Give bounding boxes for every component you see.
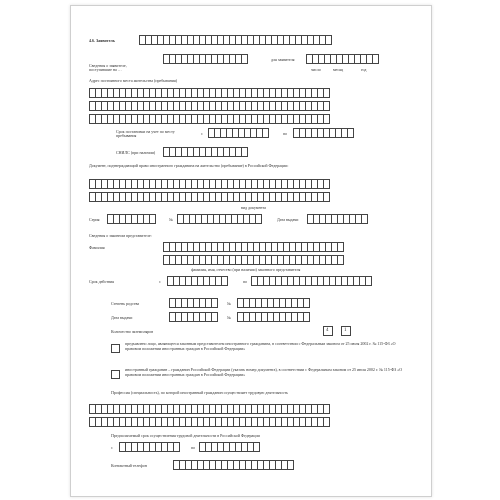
date-to-cells[interactable] <box>293 128 353 138</box>
snils-label: СНИЛС (при наличии) <box>116 150 156 155</box>
final-date-from-label: с <box>111 445 113 450</box>
phone-cells[interactable] <box>173 460 293 470</box>
mini-cap-year: год <box>361 67 367 72</box>
input-cell[interactable] <box>323 417 330 427</box>
rep-header: Сведения о законном представителе: <box>89 233 152 238</box>
block3-label: Профессия (специальность), по которой иностранный гражданин осуществляет трудовую деятельность <box>111 390 289 395</box>
validity-from-label: с <box>159 279 161 284</box>
doc-cells-1[interactable] <box>89 179 329 189</box>
date-label: Срок постановки на учет по месту пребывания <box>116 129 175 138</box>
check2-text: иностранный гражданин – гражданин Российской Федерации (указать номер документа), в соответствии с Федеральным законом от 25 июля 2002 г. № 115-ФЗ «О правовом положении иностранных граждан в Российской Федерации» <box>125 367 403 377</box>
final-date-from-cells[interactable] <box>119 442 179 452</box>
rep-name-sub: фамилия, имя, отчество (при наличии) законного представителя <box>191 267 301 272</box>
row1-cells-b[interactable] <box>306 54 378 64</box>
input-cell[interactable] <box>149 214 156 224</box>
input-cell[interactable] <box>221 276 228 286</box>
address-cells-1[interactable] <box>89 88 329 98</box>
doc-sub-label: вид документа <box>241 205 266 210</box>
row1-right-label: для заявителя <box>271 57 295 62</box>
form-sheet <box>70 5 432 497</box>
count-label: Количество экземпляров <box>111 329 154 334</box>
checkbox-2[interactable] <box>111 370 120 379</box>
phone-label: Контактный телефон <box>111 463 147 468</box>
final-label: Предполагаемый срок осуществления трудовой деятельности в Российской Федерации <box>111 433 260 438</box>
address-cells-2[interactable] <box>89 101 329 111</box>
relation-label: Степень родства <box>111 301 140 306</box>
count-value-a: 4 <box>326 328 329 333</box>
input-cell[interactable] <box>361 214 368 224</box>
checkbox-1[interactable] <box>111 344 120 353</box>
doc-cells-2[interactable] <box>89 192 329 202</box>
issued-label: Дата выдачи <box>111 315 133 320</box>
relation-number-cells[interactable] <box>237 298 309 308</box>
number-label: № <box>169 217 173 222</box>
input-cell[interactable] <box>323 101 330 111</box>
issued-cells-b[interactable] <box>237 312 309 322</box>
block3-cells-2[interactable] <box>89 417 329 427</box>
snils-cells[interactable] <box>163 147 247 157</box>
issued-cells-a[interactable] <box>169 312 217 322</box>
input-cell[interactable] <box>241 147 248 157</box>
input-cell[interactable] <box>323 192 330 202</box>
final-date-to-cells[interactable] <box>199 442 259 452</box>
input-cell[interactable] <box>337 255 344 265</box>
header-label: 4.6. Заявитель <box>89 38 115 43</box>
rep-name-label: Фамилия <box>89 245 105 250</box>
input-cell[interactable] <box>173 442 180 452</box>
input-cell[interactable] <box>365 276 372 286</box>
input-cell[interactable] <box>262 128 269 138</box>
mini-cap-day: число <box>311 67 321 72</box>
validity-to-label: по <box>243 279 248 284</box>
input-cell[interactable] <box>211 312 218 322</box>
rep-name-cells-1[interactable] <box>163 242 343 252</box>
input-cell[interactable] <box>241 54 248 64</box>
validity-to-cells[interactable] <box>251 276 371 286</box>
input-cell[interactable] <box>287 460 294 470</box>
mini-cap-month: месяц <box>333 67 344 72</box>
input-cell[interactable] <box>255 214 262 224</box>
input-cell[interactable] <box>323 404 330 414</box>
row1-label: Сведения о заявителе, поступившие на … <box>89 63 127 72</box>
input-cell[interactable] <box>323 179 330 189</box>
number-cells[interactable] <box>177 214 261 224</box>
input-cell[interactable] <box>211 298 218 308</box>
relation-cells[interactable] <box>169 298 217 308</box>
validity-from-cells[interactable] <box>167 276 227 286</box>
date-issue-cells[interactable] <box>307 214 367 224</box>
input-cell[interactable] <box>325 35 332 45</box>
input-cell[interactable] <box>253 442 260 452</box>
input-cell[interactable] <box>323 88 330 98</box>
row1-cells-a[interactable] <box>163 54 247 64</box>
input-cell[interactable] <box>372 54 379 64</box>
date-issue-label: Дата выдачи <box>277 217 299 222</box>
validity-label: Срок действия <box>89 279 114 284</box>
input-cell[interactable] <box>303 298 310 308</box>
date-from-cells[interactable] <box>208 128 268 138</box>
count-value-b: 1 <box>344 328 347 333</box>
series-cells[interactable] <box>107 214 155 224</box>
final-date-to-label: по <box>191 445 196 450</box>
series-label: Серия <box>89 217 100 222</box>
rep-name-cells-2[interactable] <box>163 255 343 265</box>
address-label: Адрес постоянного места жительства (пребывания) <box>89 78 178 83</box>
input-cell[interactable] <box>347 128 354 138</box>
relation-number-label: № <box>227 301 231 306</box>
date-from-label: с <box>201 131 203 136</box>
date-to-label: по <box>283 131 288 136</box>
header-cells[interactable] <box>139 35 331 45</box>
input-cell[interactable] <box>337 242 344 252</box>
input-cell[interactable] <box>323 114 330 124</box>
doc-label: Документ, подтверждающий право иностранного гражданина на жительство (пребывание) в Российской Федерации: <box>89 163 289 168</box>
address-cells-3[interactable] <box>89 114 329 124</box>
issued-number-label: № <box>227 315 231 320</box>
block3-cells-1[interactable] <box>89 404 329 414</box>
input-cell[interactable] <box>303 312 310 322</box>
check1-text: предъявлено лицо, являющееся законным представителем иностранного гражданина, в соответствии с Федеральным законом от 25 июля 2002 г. № 115-ФЗ «О правовом положении иностранных граждан в Российской Федерации» <box>125 341 396 351</box>
